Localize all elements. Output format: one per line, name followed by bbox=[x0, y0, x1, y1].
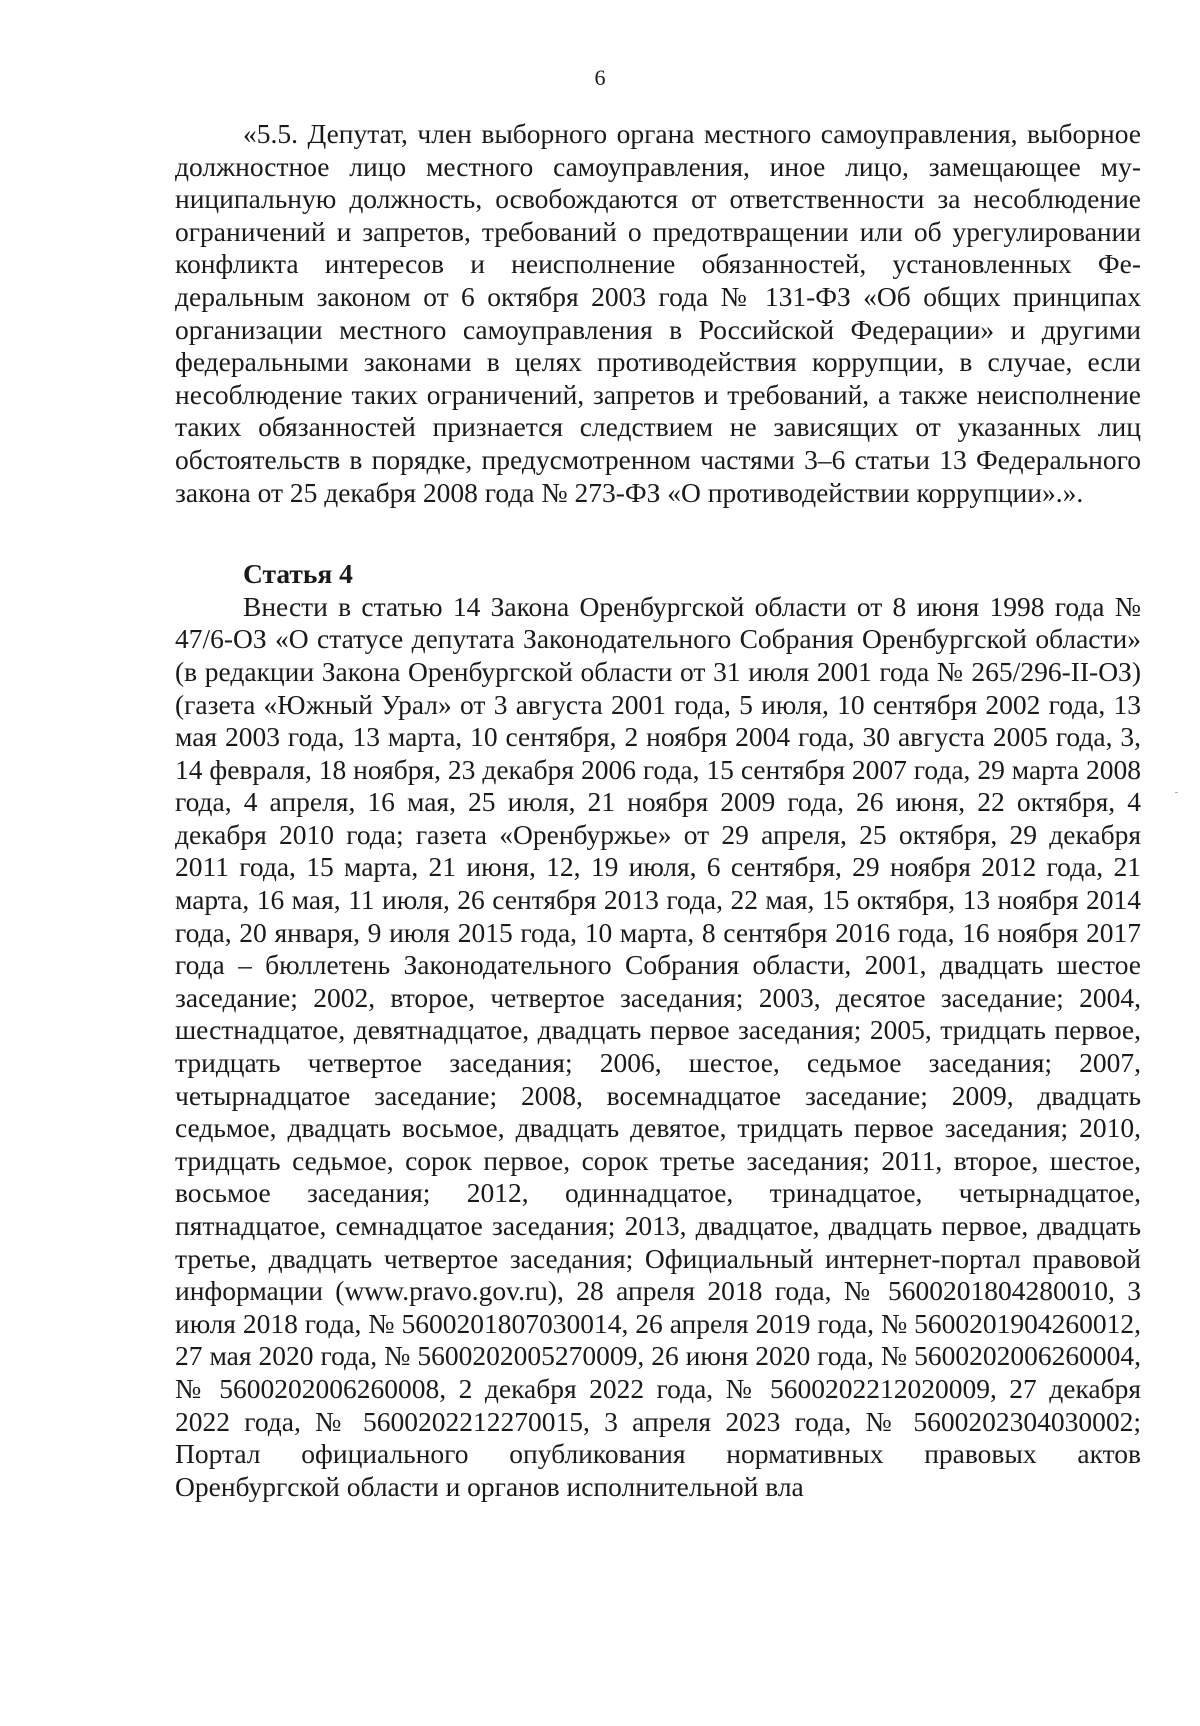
document-body bbox=[175, 118, 1141, 1503]
paragraph-5-5: «5.5. Депутат, член выборного органа местного самоуправления, выборное должностное лицо местного самоуправления, иное лицо, замещающее муниципальную должность, освобождаются от ответственности за несоблюдение ограничений и запретов, требований о предотвращении или об урегулировании конфликта интересов и неисполнение обязанностей, установленных Федеральным законом от 6 октября 2003 года № 131-ФЗ «Об общих принципах организации местного самоуправления в Российской Федерации» и другими федеральными законами в целях противодействия коррупции, в случае, если несоблюдение таких ограничений, запретов и требований, а также неисполнение таких обязанностей признается следствием не зависящих от указанных лиц обстоятельств в порядке, предусмотренном частями 3–6 статьи 13 Федерального закона от 25 декабря 2008 года № 273-ФЗ «О противодействии коррупции».». bbox=[175, 118, 1141, 508]
article-heading: Статья 4 bbox=[243, 558, 353, 590]
scan-artifact bbox=[1175, 792, 1178, 793]
page-number: 6 bbox=[594, 65, 606, 90]
article-text: Внести в статью 14 Закона Оренбургской области от 8 июня 1998 года № 47/6-ОЗ «О статусе депутата Законодательного Собрания Оренбургской области» (в редакции Закона Оренбургской области от 31 июля 2001 года № 265/296-II-ОЗ) (газета «Южный Урал» от 3 августа 2001 года, 5 июля, 10 сентября 2002 года, 13 мая 2003 года, 13 марта, 10 сентября, 2 ноября 2004 года, 30 августа 2005 года, 3, 14 февраля, 18 ноября, 23 декабря 2006 года, 15 сентября 2007 года, 29 марта 2008 года, 4 апреля, 16 мая, 25 июля, 21 ноября 2009 года, 26 июня, 22 октября, 4 декабря 2010 года; газета «Оренбуржье» от 29 апреля, 25 октября, 29 декабря 2011 года, 15 марта, 21 июня, 12, 19 июля, 6 сентября, 29 ноября 2012 года, 21 марта, 16 мая, 11 июля, 26 сентября 2013 года, 22 мая, 15 октября, 13 ноября 2014 года, 20 января, 9 июля 2015 года, 10 марта, 8 сентября 2016 года, 16 ноября 2017 года – бюллетень Законодательного Собрания области, 2001, двадцать шестое заседание; 2002, второе, четвертое заседания; 2003, десятое заседание; 2004, шестнадцатое, девятнадцатое, двадцать первое заседания; 2005, тридцать первое, тридцать четвертое заседания; 2006, шестое, седьмое заседания; 2007, четырнадцатое заседание; 2008, восемнадцатое заседание; 2009, двадцать седьмое, двадцать восьмое, двадцать девятое, тридцать первое заседания; 2010, тридцать седьмое, сорок первое, сорок третье заседания; 2011, второе, шестое, восьмое заседания; 2012, одиннадцатое, тринадцатое, четырнадцатое, пятнадцатое, семнадцатое заседания; 2013, двадцатое, двадцать первое, двадцать третье, двадцать четвертое заседания; Официальный интернет-портал правовой информации (www.pravo.gov.ru), 28 апреля 2018 года, № 5600201804280010, 3 июля 2018 года, № 5600201807030014, 26 апреля 2019 года, № 5600201904260012, 27 мая 2020 года, № 5600202005270009, 26 июня 2020 года, № 5600202006260004, № 5600202006260008, 2 декабря 2022 года, № 5600202212020009, 27 декабря 2022 года, № 5600202212270015, 3 апреля 2023 года, № 5600202304030002; Портал официального опубликования нормативных правовых актов Оренбургской области и органов исполнительной вла bbox=[175, 590, 1141, 1502]
